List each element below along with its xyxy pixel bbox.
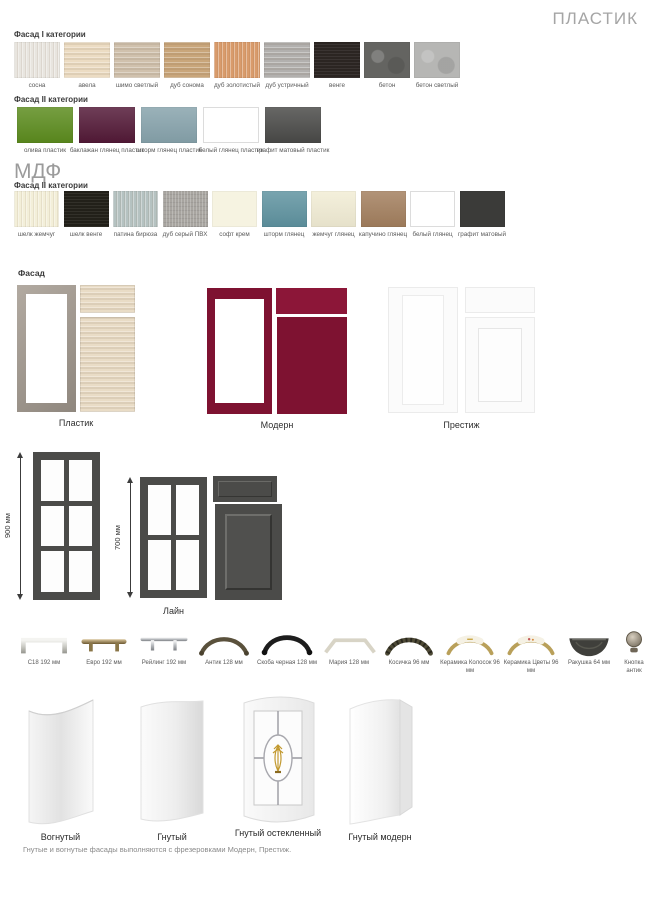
handle-item: [562, 628, 616, 676]
swatch-color: [163, 191, 208, 227]
swatch-label: софт крем: [219, 231, 250, 238]
footnote: Гнутые и вогнутые фасады выполняются с фрезеровками Модерн, Престиж.: [23, 845, 292, 854]
handle-label: Евро 192 мм: [86, 660, 122, 666]
handle-item: [134, 628, 194, 676]
facade-variant-label: Престиж: [443, 420, 480, 430]
dimension-arrow: [126, 477, 135, 598]
drawer-front: [80, 285, 135, 313]
swatch-label: олива пластик: [24, 147, 66, 154]
glass-pane: [41, 506, 64, 547]
glass-pane: [41, 551, 64, 592]
swatch: [256, 107, 330, 155]
swatch-color: [212, 191, 257, 227]
curved-facade-gnutyi: [135, 695, 209, 842]
handle-item: [616, 628, 650, 676]
swatch-color: [164, 42, 210, 78]
swatch-label: шелк венге: [69, 231, 103, 238]
swatch: [114, 42, 160, 90]
curved-facade-gnutyi-modern: [340, 695, 420, 842]
handle-item: [194, 628, 254, 676]
line-door-700: [140, 477, 207, 598]
swatch-color: [265, 107, 321, 143]
swatch: [113, 191, 158, 239]
facade-variant-label: Модерн: [260, 420, 294, 430]
page-title: ПЛАСТИК: [552, 9, 638, 28]
swatch-label: графит матовый: [457, 231, 507, 238]
swatch-label: белый глянец: [412, 231, 453, 238]
handle-label: Мария 128 мм: [329, 660, 369, 666]
handle-keramika-kolosok-icon: [440, 628, 500, 658]
swatch: [69, 107, 145, 155]
door-bevel: [225, 514, 272, 590]
swatch: [14, 191, 59, 239]
swatch-label: авела: [78, 82, 96, 89]
handle-label: Ракушка 64 мм: [568, 660, 610, 666]
swatch-label: графит матовый пластик: [256, 147, 330, 154]
swatch: [364, 42, 410, 90]
swatch: [314, 42, 360, 90]
door-front: [465, 317, 535, 413]
dimension-label-900: 900 мм: [3, 513, 12, 539]
swatch-color: [64, 191, 109, 227]
facade-variant-plastik: [17, 285, 135, 430]
glass-pane: [148, 485, 171, 535]
swatch-row-plastic-cat1: [14, 42, 460, 90]
swatch-color: [214, 42, 260, 78]
swatch-color: [141, 107, 197, 143]
swatch: [214, 42, 260, 90]
swatch: [414, 42, 460, 90]
drawer-bevel: [218, 481, 272, 497]
section-heading-plastic-cat1: Фасад I категории: [14, 30, 86, 39]
dimension-label-700: 700 мм: [113, 525, 122, 550]
drawer-front: [465, 287, 535, 313]
swatch: [164, 42, 210, 90]
swatch-label: бетон светлый: [415, 82, 459, 89]
handle-label: Косичка 96 мм: [388, 660, 430, 666]
handle-knopka-antik-icon: [619, 628, 649, 658]
handles-row: [14, 628, 650, 676]
swatch-color: [203, 107, 259, 143]
glass-door-glass: [215, 299, 264, 403]
swatch-color: [64, 42, 110, 78]
handle-label: Рейлинг 192 мм: [141, 660, 187, 666]
handle-railing-icon: [134, 628, 194, 658]
glass-pane: [148, 540, 171, 590]
swatch: [264, 42, 310, 90]
swatch-color: [361, 191, 406, 227]
swatch: [198, 107, 264, 155]
handle-item: [254, 628, 320, 676]
facade-variant-prestizh: [388, 287, 535, 430]
handle-label: С18 192 мм: [27, 660, 61, 666]
facade-variant-modern: [207, 288, 347, 430]
line-panel-door: [215, 504, 282, 600]
swatch-label: шимо светлый: [115, 82, 159, 89]
section-heading-mdf-cat2: Фасад II категории: [14, 181, 88, 190]
swatch-label: дуб серый ПВХ: [162, 231, 208, 238]
swatch-label: баклажан глянец пластик: [69, 147, 145, 154]
line-door-900: [33, 452, 100, 600]
convex-facade-icon: [135, 695, 209, 830]
handle-rakushka-icon: [563, 628, 615, 658]
glazed-curved-facade-icon: [228, 693, 328, 830]
glass-pane: [41, 460, 64, 501]
swatch: [311, 191, 356, 239]
handle-label: Скоба черная 128 мм: [257, 660, 317, 666]
swatch-label: венге: [329, 82, 345, 89]
section-heading-facade: Фасад: [18, 268, 45, 278]
swatch-label: капучино глянец: [358, 231, 408, 238]
swatch-color: [364, 42, 410, 78]
swatch-label: дуб устричный: [265, 82, 309, 89]
swatch-label: шторм глянец пластик: [136, 147, 202, 154]
handle-label: Антик 128 мм: [205, 660, 243, 666]
swatch: [410, 191, 455, 239]
swatch-label: дуб золотистый: [214, 82, 261, 89]
swatch-color: [410, 191, 455, 227]
handle-item: [378, 628, 440, 676]
line-doors-label: Лайн: [163, 606, 184, 616]
swatch-label: патина бирюза: [113, 231, 158, 238]
swatch-color: [460, 191, 505, 227]
swatch: [262, 191, 307, 239]
swatch: [358, 191, 408, 239]
glass-pane: [69, 506, 92, 547]
swatch-color: [114, 42, 160, 78]
swatch: [64, 191, 109, 239]
swatch: [457, 191, 507, 239]
swatch-label: жемчуг глянец: [312, 231, 355, 238]
glass-door-frame: [388, 287, 458, 413]
swatch-color: [311, 191, 356, 227]
swatch-color: [262, 191, 307, 227]
swatch-row-mdf: [14, 191, 505, 239]
swatch-color: [14, 191, 59, 227]
swatch: [17, 107, 73, 155]
handle-label: Керамика Цветы 96 мм: [503, 660, 559, 674]
door-panel: [478, 328, 522, 402]
swatch: [212, 191, 257, 239]
swatch-color: [264, 42, 310, 78]
curved-facade-vognutyi: [23, 695, 98, 842]
swatch-color: [113, 191, 158, 227]
door-front: [277, 317, 347, 414]
glass-door-frame: [207, 288, 272, 414]
handle-item: [14, 628, 74, 676]
swatch-label: шелк жемчуг: [17, 231, 56, 238]
handle-item: [440, 628, 500, 676]
handle-item: [320, 628, 378, 676]
swatch-label: белый глянец пластик: [198, 147, 264, 154]
handle-maria-icon: [320, 628, 380, 658]
handle-evro-icon: [74, 628, 134, 658]
modern-curved-facade-icon: [340, 695, 420, 830]
handle-keramika-cvety-icon: [501, 628, 561, 658]
swatch: [14, 42, 60, 90]
handle-c18-icon: [14, 628, 74, 658]
drawer-front: [276, 288, 347, 314]
swatch: [64, 42, 110, 90]
swatch-color: [14, 42, 60, 78]
handle-antik-icon: [194, 628, 254, 658]
swatch-label: сосна: [28, 82, 46, 89]
section-title-mdf: МДФ: [14, 160, 62, 183]
line-drawer-front: [213, 476, 277, 502]
section-heading-plastic-cat2: Фасад II категории: [14, 95, 88, 104]
handle-item: [74, 628, 134, 676]
swatch-color: [17, 107, 73, 143]
curved-facade-label: Вогнутый: [40, 832, 81, 842]
curved-facade-label: Гнутый модерн: [348, 832, 412, 842]
glass-door-frame: [17, 285, 76, 412]
glass-door-glass: [26, 294, 67, 403]
handle-label: Керамика Колосок 96 мм: [440, 660, 500, 674]
curved-facade-gnutyi-osteklennyi: [228, 693, 328, 838]
curved-facade-label: Гнутый остекленный: [234, 828, 322, 838]
swatch-color: [414, 42, 460, 78]
swatch-label: бетон: [378, 82, 396, 89]
glass-pane: [176, 540, 199, 590]
swatch: [163, 191, 208, 239]
glass-pane: [176, 485, 199, 535]
swatch-row-plastic-cat2: [17, 107, 330, 155]
door-front: [80, 317, 135, 412]
swatch-color: [79, 107, 135, 143]
swatch-label: дуб сонома: [170, 82, 204, 89]
swatch: [136, 107, 202, 155]
glass-pane: [69, 551, 92, 592]
facade-variant-label: Пластик: [58, 418, 94, 428]
handle-label: Кнопка антик: [624, 660, 644, 674]
dimension-arrow: [16, 452, 25, 600]
swatch-label: шторм глянец: [263, 231, 305, 238]
curved-facade-label: Гнутый: [157, 832, 187, 842]
handle-kosichka-icon: [379, 628, 439, 658]
handle-skoba-icon: [257, 628, 317, 658]
handle-item: [500, 628, 562, 676]
swatch-color: [314, 42, 360, 78]
concave-facade-icon: [23, 695, 98, 830]
glass-pane: [69, 460, 92, 501]
glass-door-glass: [402, 295, 444, 405]
